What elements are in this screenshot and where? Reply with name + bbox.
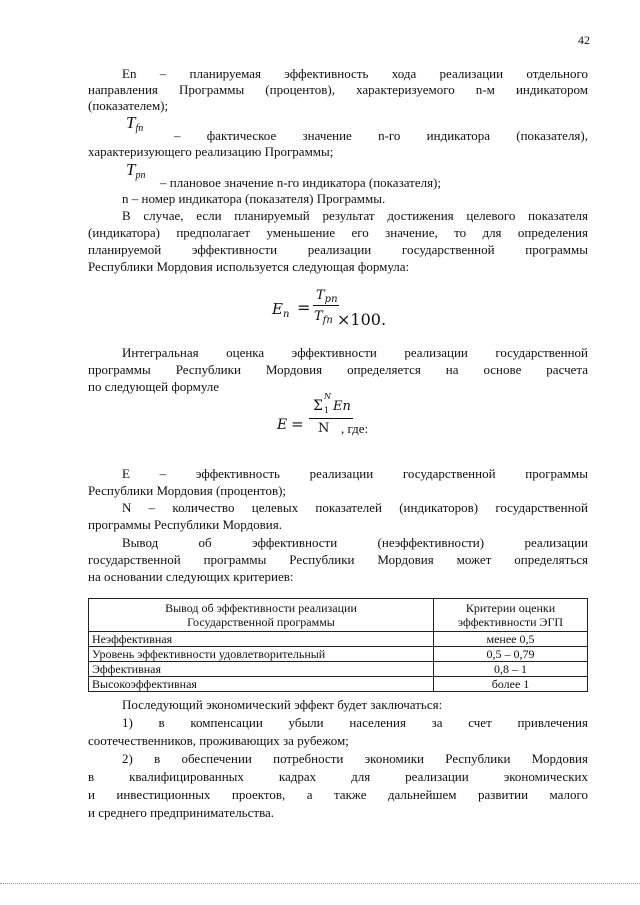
tpn-symbol [126,160,145,181]
table-cell-value: менее 0,5 [434,632,588,647]
table-cell-label: Уровень эффективности удовлетворительный [89,647,434,662]
def-n-small: n – номер индикатора (показателя) Программы. [122,191,386,206]
effect-para-line-4: 2) в обеспечении потребности экономики Республики Мордовия [122,751,588,766]
table-header-row [89,599,588,632]
tfn-symbol [126,113,143,134]
table-cell-label: Эффективная [89,662,434,677]
table-cell-value: 0,8 – 1 [434,662,588,677]
def-tpn-line-1: – плановое значение n-го индикатора (показателя); [160,175,441,190]
case-para-line-1: В случае, если планируемый результат достижения целевого показателя [122,208,588,223]
table-cell-value: более 1 [434,677,588,692]
tfn-symbol-letter: T [126,113,136,132]
formula2-fraction-bar [309,418,353,419]
formula1-numerator [316,288,338,305]
effect-para-line-2: 1) в компенсации убыли населения за счет привлечения [122,715,588,730]
table-row [89,677,588,692]
formula2-denominator: N [318,421,330,436]
def-en-line-1: Еn – планируемая эффективность хода реализации отдельного [122,66,588,81]
formula1-num-letter: T [316,288,325,303]
formula1-denominator [314,309,333,326]
header-criteria-line-1: Критерии оценки [465,601,556,615]
conclusion-para-line-3: на основании следующих критериев: [88,569,294,584]
formula2-lhs: E [277,417,288,433]
effect-para-line-1: Последующий экономический эффект будет заключаться: [122,697,443,712]
formula2-sum-sign: Σ [313,398,323,414]
table-cell-value: 0,5 – 0,79 [434,647,588,662]
table-cell-label: Высокоэффективная [89,677,434,692]
table-row [89,662,588,677]
formula2-sum-top: N [324,392,331,401]
effect-para-line-5: в квалифицированных кадрах для реализации экономических [88,769,588,784]
criteria-table [88,598,588,692]
effect-para-line-3: соотечественников, проживающих за рубежом; [88,733,349,748]
header-criteria-line-2: эффективности ЭГП [457,615,564,629]
table-row [89,647,588,662]
integral-para-line-3: по следующей формуле [88,379,220,394]
table-row [89,632,588,647]
conclusion-para-line-1: Вывод об эффективности (неэффективности) реализации [122,535,588,550]
def-en-line-3: (показателем); [88,98,169,113]
table-cell-label: Неэффективная [89,632,434,647]
def-tfn-line-2: характеризующего реализацию Программы; [88,144,334,159]
def-N-line-2: программы Республики Мордовия. [88,517,282,532]
tpn-symbol-sub: pn [135,170,146,181]
def-e-line-1: Е – эффективность реализации государственной программы [122,466,588,481]
conclusion-para-line-2: государственной программы Республики Мордовия может определяться [88,552,588,567]
effect-para-line-6: и инвестиционных проектов, а также дальнейшем развитии малого [88,787,588,802]
formula2-sum-bottom: 1 [324,406,330,415]
integral-para-line-1: Интегральная оценка эффективности реализации государственной [122,345,588,360]
page-number: 42 [578,33,590,47]
case-para-line-2: (индикатора) предполагает уменьшение его значение, то для определения [88,225,588,240]
case-para-line-4: Республики Мордовия используется следующая формула: [88,259,410,274]
case-para-line-3: планируемой эффективности реализации государственной программы [88,242,588,257]
tpn-symbol-letter: T [126,160,136,179]
bottom-scan-rule [0,883,640,884]
formula1-num-sub: pn [324,294,338,305]
formula2-equals: = [291,415,304,433]
formula1-den-letter: T [314,309,323,324]
formula1-lhs [272,300,289,320]
effect-para-line-7: и среднего предпринимательства. [88,805,275,820]
def-tfn-line-1: – фактическое значение n-го индикатора (показателя), [174,128,588,143]
integral-para-line-2: программы Республики Мордовия определяется на основе расчета [88,362,588,377]
formula1-den-sub: fn [322,315,333,326]
formula2-sum-term: En [333,399,351,414]
header-conclusion-line-1: Вывод об эффективности реализации [165,601,357,615]
formula1-multiplier: ×100. [337,310,387,329]
formula1-equals: = [297,298,311,317]
formula1-fraction-bar [313,305,339,306]
tfn-symbol-sub: fn [135,123,144,134]
table-header-conclusion [89,599,434,632]
formula1-lhs-sub: n [282,309,290,320]
def-e-line-2: Республики Мордовия (процентов); [88,483,287,498]
formula2-tail: , где: [341,421,369,436]
def-en-line-2: направления Программы (процентов), характеризуемого n-м индикатором [88,82,588,97]
table-header-criteria [434,599,588,632]
formula1-lhs-letter: E [272,300,283,318]
def-N-line-1: N – количество целевых показателей (индикаторов) государственной [122,500,588,515]
header-conclusion-line-2: Государственной программы [187,615,335,629]
